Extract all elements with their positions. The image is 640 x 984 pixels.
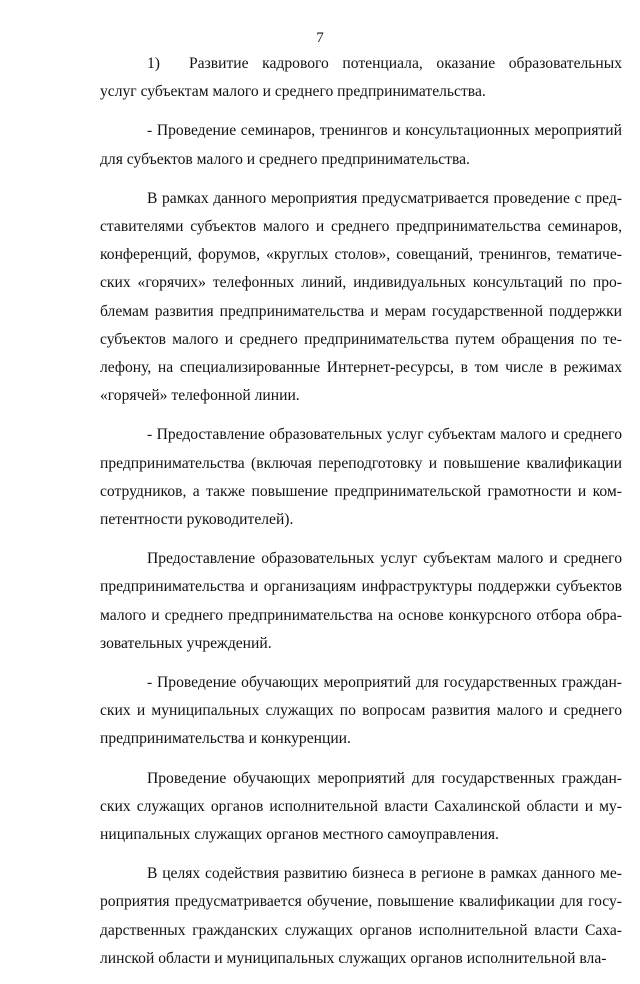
paragraph-education-description: Предоставление образовательных услуг субъектам малого и среднего предпринимательства и организациям инфраструктуры поддержки субъектов малого и среднего предпринимательства на основе конкурсного отбора образовательных учреждений. [100,550,622,652]
paragraph-training-description: Проведение обучающих мероприятий для государственных гражданских служащих органов исполнительной власти Сахалинской области и муниципальных служащих органов местного самоуправления. [100,769,622,844]
paragraph-seminars-item: - Проведение семинаров, тренингов и консультационных мероприятий для субъектов малого и среднего предпринимательства. [100,122,622,168]
paragraph-text: Развитие кадрового потенциала, оказание образовательных услуг субъектам малого и среднего предпринимательства. [100,55,622,101]
list-marker: 1) [147,55,160,72]
page-number: 7 [316,30,324,46]
document-body [100,50,622,984]
paragraph-education-item: - Предоставление образовательных услуг субъектам малого и среднего предпринимательства (включая переподготовку и повышение квалификации сотрудников, а также повышение предпринимательской грамотности и компетентности руководителей). [100,426,622,529]
paragraph-training-item: - Проведение обучающих мероприятий для государственных гражданских и муниципальных служащих по вопросам развития малого и среднего предпринимательства и конкуренции. [100,674,622,748]
paragraph-section-heading [100,50,622,106]
paragraph-seminars-description: В рамках данного мероприятия предусматривается проведение с представителями субъектов малого и среднего предпринимательства семинаров, конференций, форумов, «круглых столов», совещаний, тренингов, тематических «горячих» телефонных линий, индивидуальных консультаций по проблемам развития предпринимательства и мерам государственной поддержки субъектов малого и среднего предпринимательства путем обращения по телефону, на специализированные Интернет-ресурсы, в том числе в режимах «горячей» телефонной линии. [100,189,622,405]
paragraph-business-development: В целях содействия развитию бизнеса в регионе в рамках данного мероприятия предусматривается обучение, повышение квалификации для государственных гражданских служащих органов исполнительной власти Сахалинской области и муниципальных служащих органов исполнительной вла- [100,865,622,967]
